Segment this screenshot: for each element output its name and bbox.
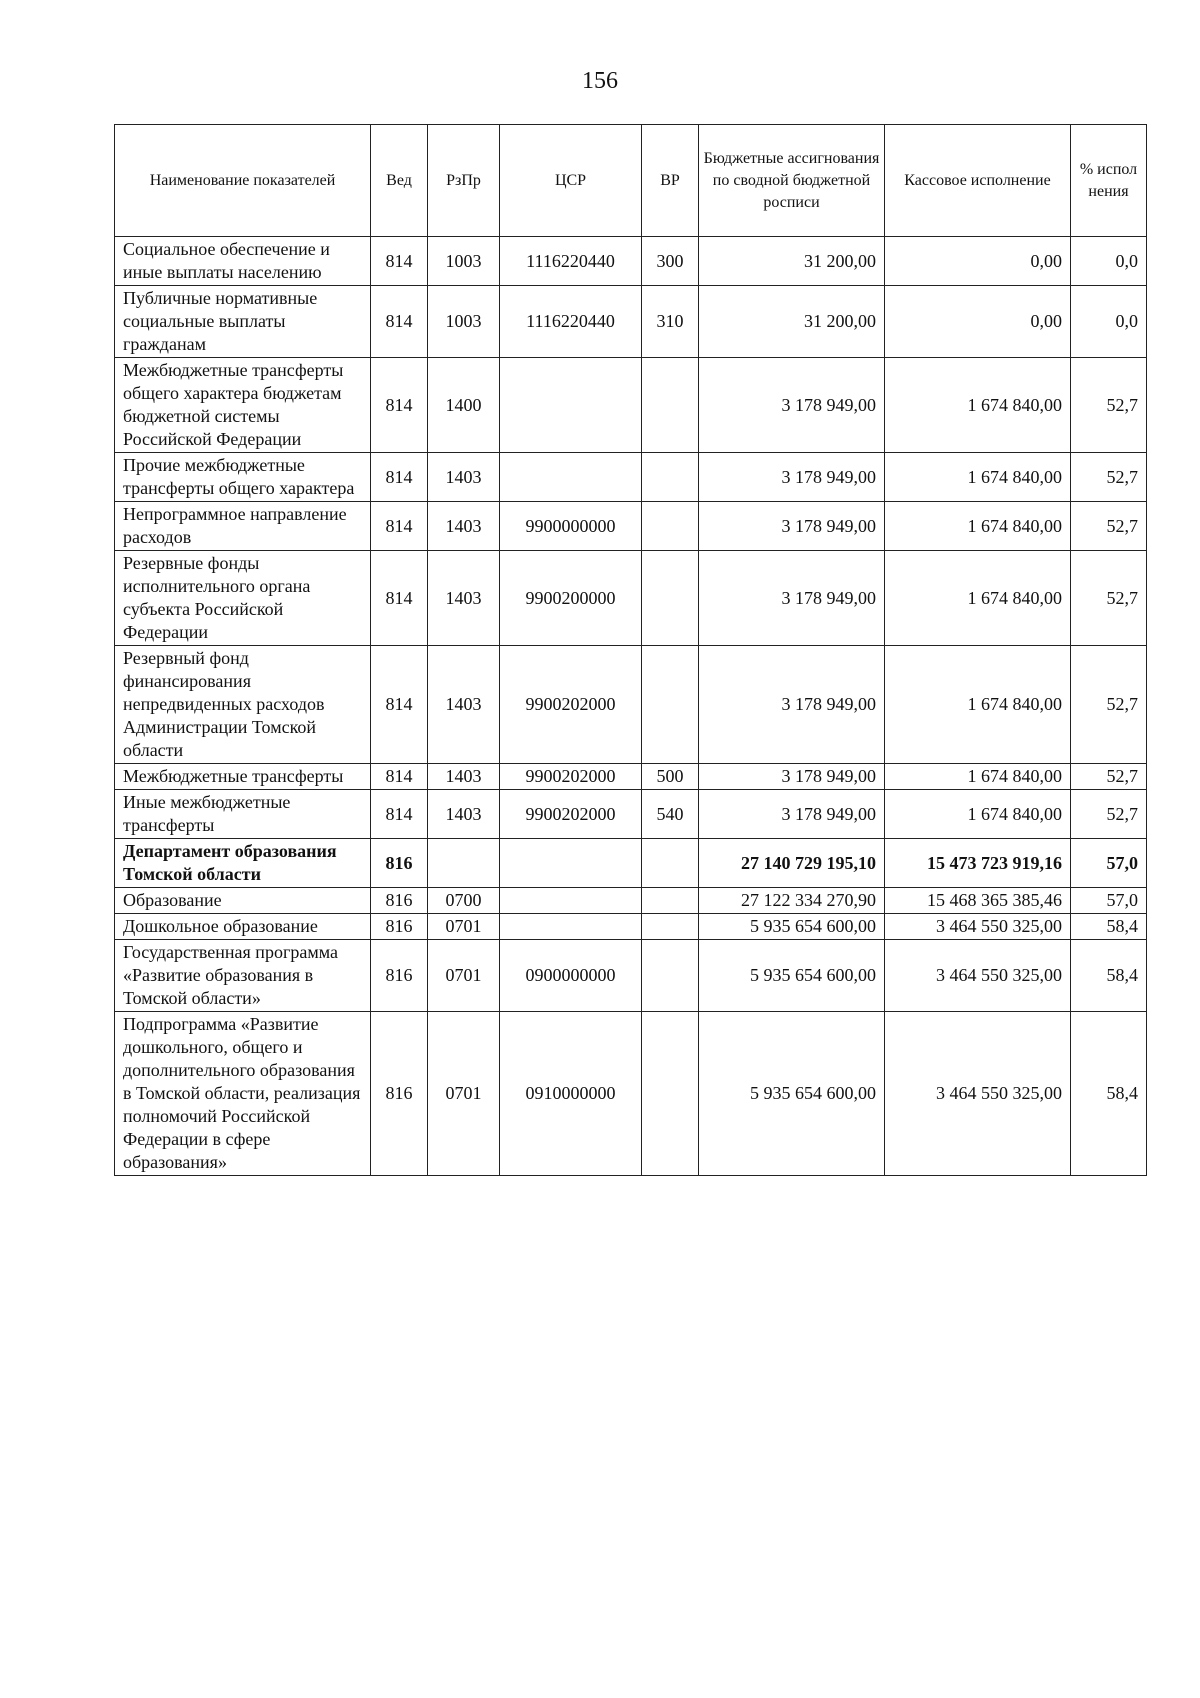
cell-rzpr: 1003	[428, 237, 500, 286]
cell-budget: 3 178 949,00	[699, 453, 885, 502]
header-ved: Вед	[371, 125, 428, 237]
cell-ved: 814	[371, 790, 428, 839]
cell-cash: 3 464 550 325,00	[885, 914, 1071, 940]
cell-budget: 3 178 949,00	[699, 790, 885, 839]
table-row	[115, 453, 1147, 502]
cell-name: Публичные нормативные социальные выплаты гражданам	[115, 286, 371, 358]
table-row	[115, 502, 1147, 551]
cell-csr	[500, 914, 642, 940]
cell-vr	[642, 502, 699, 551]
cell-rzpr: 1403	[428, 453, 500, 502]
cell-vr: 300	[642, 237, 699, 286]
cell-name: Межбюджетные трансферты	[115, 764, 371, 790]
cell-rzpr: 1403	[428, 502, 500, 551]
cell-vr	[642, 914, 699, 940]
cell-rzpr: 1403	[428, 551, 500, 646]
cell-cash: 1 674 840,00	[885, 453, 1071, 502]
cell-ved: 814	[371, 502, 428, 551]
cell-cash: 1 674 840,00	[885, 358, 1071, 453]
header-cash: Кассовое исполнение	[885, 125, 1071, 237]
cell-ved: 814	[371, 551, 428, 646]
cell-rzpr: 0701	[428, 1012, 500, 1176]
cell-vr	[642, 646, 699, 764]
cell-ved: 814	[371, 646, 428, 764]
cell-csr	[500, 888, 642, 914]
cell-vr	[642, 940, 699, 1012]
cell-name: Резервные фонды исполнительного органа субъекта Российской Федерации	[115, 551, 371, 646]
cell-budget: 3 178 949,00	[699, 764, 885, 790]
cell-percent: 58,4	[1071, 1012, 1147, 1176]
cell-ved: 814	[371, 286, 428, 358]
cell-percent: 57,0	[1071, 888, 1147, 914]
cell-budget: 3 178 949,00	[699, 646, 885, 764]
cell-cash: 1 674 840,00	[885, 790, 1071, 839]
cell-budget: 3 178 949,00	[699, 502, 885, 551]
page-number: 156	[582, 68, 618, 94]
cell-cash: 15 473 723 919,16	[885, 839, 1071, 888]
cell-ved: 814	[371, 453, 428, 502]
cell-rzpr: 0701	[428, 914, 500, 940]
cell-percent: 52,7	[1071, 764, 1147, 790]
cell-percent: 52,7	[1071, 502, 1147, 551]
table-row	[115, 764, 1147, 790]
cell-vr	[642, 551, 699, 646]
cell-ved: 814	[371, 237, 428, 286]
cell-percent: 52,7	[1071, 453, 1147, 502]
cell-csr: 1116220440	[500, 286, 642, 358]
cell-name: Иные межбюджетные трансферты	[115, 790, 371, 839]
cell-percent: 57,0	[1071, 839, 1147, 888]
cell-ved: 816	[371, 940, 428, 1012]
header-csr: ЦСР	[500, 125, 642, 237]
table-row	[115, 888, 1147, 914]
cell-name: Государственная программа «Развитие образования в Томской области»	[115, 940, 371, 1012]
cell-cash: 0,00	[885, 237, 1071, 286]
cell-rzpr: 0701	[428, 940, 500, 1012]
cell-budget: 3 178 949,00	[699, 358, 885, 453]
cell-percent: 52,7	[1071, 646, 1147, 764]
cell-rzpr	[428, 839, 500, 888]
cell-cash: 1 674 840,00	[885, 764, 1071, 790]
cell-rzpr: 1403	[428, 764, 500, 790]
cell-budget: 31 200,00	[699, 286, 885, 358]
table-row	[115, 358, 1147, 453]
cell-percent: 58,4	[1071, 940, 1147, 1012]
cell-cash: 0,00	[885, 286, 1071, 358]
cell-cash: 3 464 550 325,00	[885, 1012, 1071, 1176]
table-row	[115, 1012, 1147, 1176]
header-name: Наименование показателей	[115, 125, 371, 237]
header-percent: % испол нения	[1071, 125, 1147, 237]
cell-budget: 5 935 654 600,00	[699, 914, 885, 940]
cell-csr	[500, 453, 642, 502]
table-row	[115, 940, 1147, 1012]
table-body	[115, 237, 1147, 1176]
cell-vr	[642, 888, 699, 914]
cell-name: Департамент образования Томской области	[115, 839, 371, 888]
cell-csr: 0900000000	[500, 940, 642, 1012]
cell-name: Межбюджетные трансферты общего характера бюджетам бюджетной системы Российской Федерации	[115, 358, 371, 453]
cell-budget: 27 140 729 195,10	[699, 839, 885, 888]
cell-percent: 0,0	[1071, 237, 1147, 286]
cell-csr	[500, 839, 642, 888]
cell-vr	[642, 839, 699, 888]
cell-csr: 0910000000	[500, 1012, 642, 1176]
cell-name: Прочие межбюджетные трансферты общего характера	[115, 453, 371, 502]
cell-cash: 1 674 840,00	[885, 646, 1071, 764]
cell-vr: 540	[642, 790, 699, 839]
table-row	[115, 914, 1147, 940]
table-row	[115, 646, 1147, 764]
cell-rzpr: 0700	[428, 888, 500, 914]
cell-budget: 5 935 654 600,00	[699, 1012, 885, 1176]
cell-cash: 1 674 840,00	[885, 502, 1071, 551]
table-row	[115, 286, 1147, 358]
cell-name: Резервный фонд финансирования непредвиденных расходов Администрации Томской области	[115, 646, 371, 764]
cell-budget: 3 178 949,00	[699, 551, 885, 646]
cell-csr: 1116220440	[500, 237, 642, 286]
cell-percent: 52,7	[1071, 551, 1147, 646]
cell-name: Социальное обеспечение и иные выплаты населению	[115, 237, 371, 286]
cell-csr	[500, 358, 642, 453]
cell-csr: 9900202000	[500, 764, 642, 790]
cell-csr: 9900200000	[500, 551, 642, 646]
cell-csr: 9900000000	[500, 502, 642, 551]
cell-ved: 816	[371, 914, 428, 940]
header-budget: Бюджетные ассигнования по сводной бюджетной росписи	[699, 125, 885, 237]
cell-cash: 1 674 840,00	[885, 551, 1071, 646]
cell-name: Дошкольное образование	[115, 914, 371, 940]
cell-percent: 52,7	[1071, 790, 1147, 839]
header-vr: ВР	[642, 125, 699, 237]
cell-vr: 310	[642, 286, 699, 358]
table-header-row	[115, 125, 1147, 237]
budget-table	[114, 124, 1147, 1176]
cell-percent: 58,4	[1071, 914, 1147, 940]
cell-name: Непрограммное направление расходов	[115, 502, 371, 551]
cell-ved: 816	[371, 888, 428, 914]
cell-cash: 15 468 365 385,46	[885, 888, 1071, 914]
cell-rzpr: 1403	[428, 790, 500, 839]
cell-vr: 500	[642, 764, 699, 790]
cell-budget: 31 200,00	[699, 237, 885, 286]
header-rzpr: РзПр	[428, 125, 500, 237]
cell-vr	[642, 358, 699, 453]
cell-ved: 814	[371, 358, 428, 453]
cell-rzpr: 1400	[428, 358, 500, 453]
table-row	[115, 839, 1147, 888]
cell-name: Подпрограмма «Развитие дошкольного, общего и дополнительного образования в Томской области, реализация полномочий Российской Федерации в сфере образования»	[115, 1012, 371, 1176]
table-row	[115, 790, 1147, 839]
cell-name: Образование	[115, 888, 371, 914]
cell-ved: 814	[371, 764, 428, 790]
cell-ved: 816	[371, 839, 428, 888]
cell-budget: 27 122 334 270,90	[699, 888, 885, 914]
cell-csr: 9900202000	[500, 790, 642, 839]
cell-rzpr: 1403	[428, 646, 500, 764]
cell-cash: 3 464 550 325,00	[885, 940, 1071, 1012]
cell-vr	[642, 1012, 699, 1176]
cell-budget: 5 935 654 600,00	[699, 940, 885, 1012]
table-row	[115, 237, 1147, 286]
cell-percent: 0,0	[1071, 286, 1147, 358]
cell-percent: 52,7	[1071, 358, 1147, 453]
cell-csr: 9900202000	[500, 646, 642, 764]
cell-vr	[642, 453, 699, 502]
cell-rzpr: 1003	[428, 286, 500, 358]
cell-ved: 816	[371, 1012, 428, 1176]
table-row	[115, 551, 1147, 646]
